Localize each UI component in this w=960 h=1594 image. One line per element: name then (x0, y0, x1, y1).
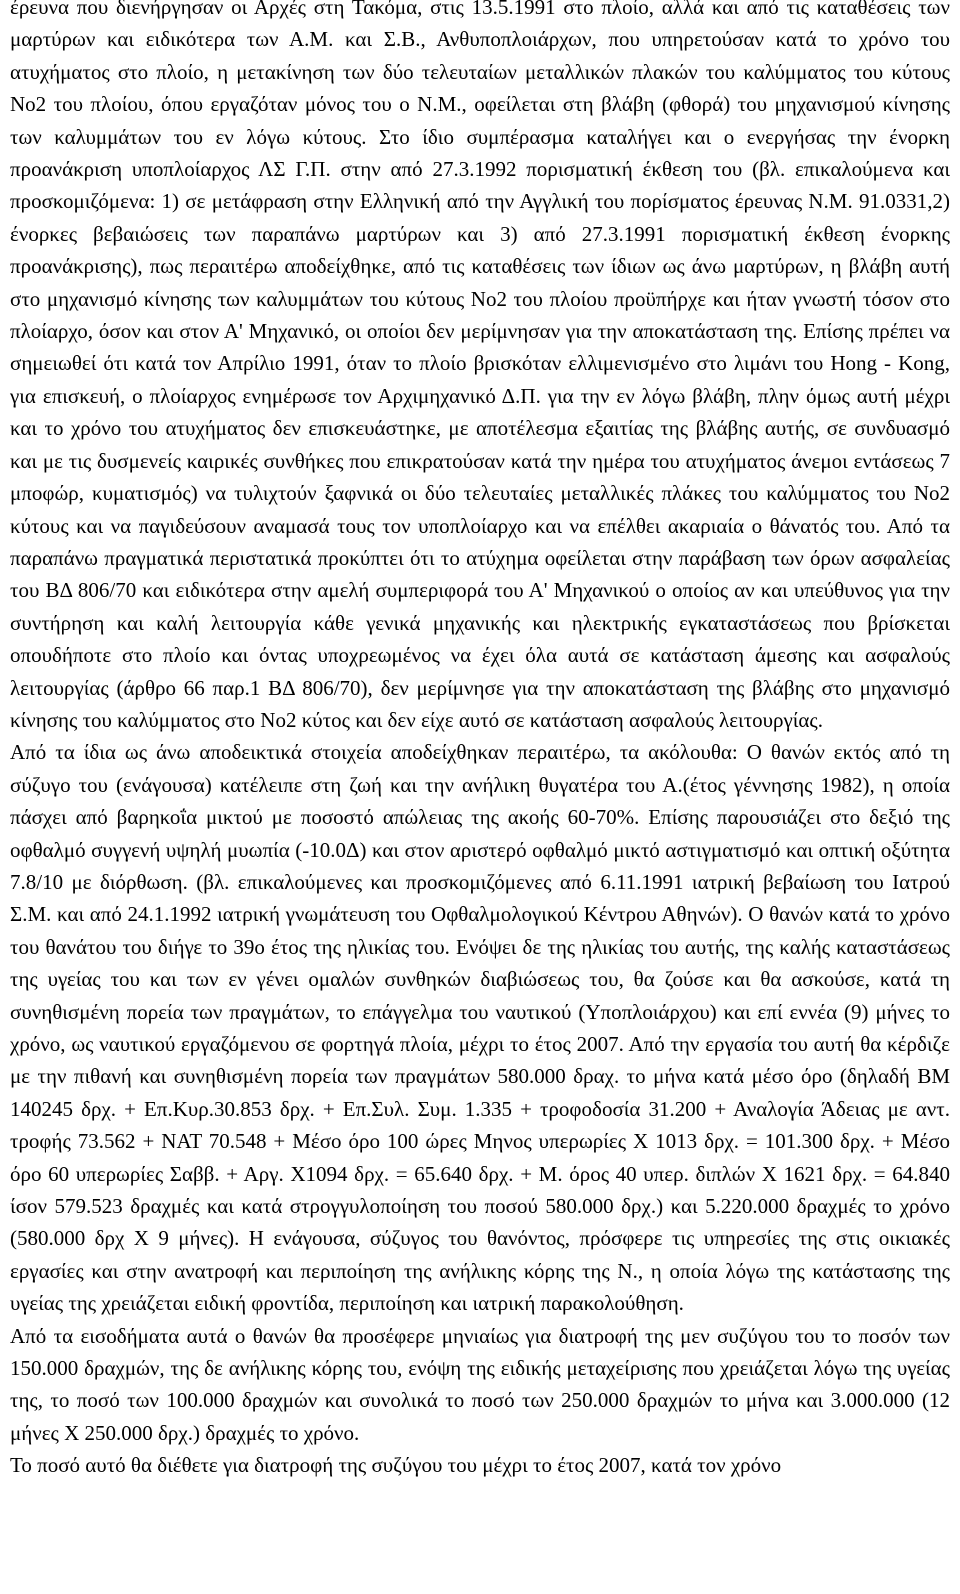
paragraph: Το ποσό αυτό θα διέθετε για διατροφή της συζύγου του μέχρι το έτος 2007, κατά τον χρόνο (10, 1453, 782, 1478)
paragraph: Από τα εισοδήματα αυτά ο θανών θα προσέφερε μηνιαίως για διατροφή της μεν συζύγου του το ποσόν των 150.000 δραχμών, της δε ανήλικης κόρης του, ενόψη της ειδικής μεταχείρισης που χρειάζεται λόγω της υγείας της, το ποσό των 100.000 δραχμών και συνολικά το ποσό των 250.000 δραχμών το μήνα και 3.000.000 (12 μήνες Χ 250.000 δρχ.) δραχμές το χρόνο. (10, 1323, 950, 1445)
paragraph: έρευνα που διενήργησαν οι Αρχές στη Τακόμα, στις 13.5.1991 στο πλοίο, αλλά και από τις καταθέσεις των μαρτύρων και ειδικότερα των Α.Μ. και Σ.Β., Ανθυποπλοιάρχων, που υπηρετούσαν κατά το χρόνο του ατυχήματος στο πλοίο, η μετακίνηση των δύο τελευταίων μεταλλικών πλακών του καλύμματος του κύτους Νο2 του πλοίου, όπου εργαζόταν μόνος του ο Ν.Μ., οφείλεται στη βλάβη (φθορά) του μηχανισμού κίνησης των καλυμμάτων του εν λόγω κύτους. Στο ίδιο συμπέρασμα καταλήγει και ο ενεργήσας την ένορκη προανάκριση υποπλοίαρχος ΛΣ Γ.Π. στην από 27.3.1992 πορισματική έκθεση του (βλ. επικαλούμενα και προσκομιζόμενα: 1) σε μετάφραση στην Ελληνική από την Αγγλική του πορίσματος έρευνας Ν.Μ. 91.0331,2) ένορκες βεβαιώσεις των παραπάνω μαρτύρων και 3) από 27.3.1991 πορισματική έκθεση ένορκης προανάκρισης), πως περαιτέρω αποδείχθηκε, από τις καταθέσεις των ίδιων ως άνω μαρτύρων, η βλάβη αυτή στο μηχανισμό κίνησης των καλυμμάτων του κύτους Νο2 του πλοίου προϋπήρχε και ήταν γνωστή τόσον στο πλοίαρχο, όσον και στον Α' Μηχανικό, οι οποίοι δεν μερίμνησαν για την αποκατάσταση της. Επίσης πρέπει να σημειωθεί ότι κατά τον Απρίλιο 1991, όταν το πλοίο βρισκόταν ελλιμενισμένο στο λιμάνι του Hong - Kong, για επισκευή, ο πλοίαρχος ενημέρωσε τον Αρχιμηχανικό Δ.Π. για την εν λόγω βλάβη, πλην όμως αυτή μέχρι και το χρόνο του ατυχήματος δεν επισκευάστηκε, με αποτέλεσμα εξαιτίας της βλάβης αυτής, σε συνδυασμό και με τις δυσμενείς καιρικές συνθήκες που επικρατούσαν κατά την ημέρα του ατυχήματος άνεμοι εντάσεως 7 μποφώρ, κυματισμός) να τυλιχτούν ξαφνικά οι δύο τελευταίες μεταλλικές πλάκες του καλύμματος του Νο2 κύτους και να παγιδεύσουν αναμασά τους τον υποπλοίαρχο και να επέλθει ακαριαία ο θάνατός του. Από τα παραπάνω πραγματικά περιστατικά προκύπτει ότι το ατύχημα οφείλεται στην παράβαση των όρων ασφαλείας του ΒΔ 806/70 και ειδικότερα στην αμελή συμπεριφορά του Α' Μηχανικού ο οποίος αν και υπεύθυνος για την συντήρηση και καλή λειτουργία κάθε γενικά μηχανικής και ηλεκτρικής εγκαταστάσεως που βρίσκεται οπουδήποτε στο πλοίο και όντας υποχρεωμένος να έχει όλα αυτά σε κατάσταση άμεσης και ασφαλούς λειτουργίας (άρθρο 66 παρ.1 ΒΔ 806/70), δεν μερίμνησε για την αποκατάσταση της βλάβης στο μηχανισμό κίνησης του καλύμματος στο Νο2 κύτος και δεν είχε αυτό σε κατάσταση ασφαλούς λειτουργίας. (10, 0, 950, 732)
paragraph: Από τα ίδια ως άνω αποδεικτικά στοιχεία αποδείχθηκαν περαιτέρω, τα ακόλουθα: Ο θανών εκτός από τη σύζυγο του (ενάγουσα) κατέλειπε στη ζωή και την ανήλικη θυγατέρα του Α.(έτος γέννησης 1982), η οποία πάσχει από βαρηκοΐα μικτού με ποσοστό απώλειας της ακοής 60-70%. Επίσης παρουσιάζει στο δεξιό της οφθαλμό συγγενή υψηλή μυωπία (-10.0Δ) και στον αριστερό οφθαλμό μικτό αστιγματισμό και οπτική οξύτητα 7.8/10 με διόρθωση. (βλ. επικαλούμενες και προσκομιζόμενες από 6.11.1991 ιατρική βεβαίωση του Ιατρού Σ.Μ. και από 24.1.1992 ιατρική γνωμάτευση του Οφθαλμολογικού Κέντρου Αθηνών). Ο θανών κατά το χρόνο του θανάτου του διήγε το 39ο έτος της ηλικίας του. Ενόψει δε της ηλικίας του αυτής, της καλής καταστάσεως της υγείας του και των εν γένει ομαλών συνθηκών διαβιώσεως του, θα ζούσε και θα ασκούσε, κατά τη συνηθισμένη πορεία των πραγμάτων, το επάγγελμα του ναυτικού (Υποπλοιάρχου) και επί εννέα (9) μήνες το χρόνο, ως ναυτικού εργαζόμενου σε φορτηγά πλοία, μέχρι το έτος 2007. Από την εργασία του αυτή θα κέρδιζε με την πιθανή και συνηθισμένη πορεία των πραγμάτων 580.000 δραχ. το μήνα κατά μέσο όρο (δηλαδή ΒΜ 140245 δρχ. + Επ.Κυρ.30.853 δρχ. + Επ.Συλ. Συμ. 1.335 + τροφοδοσία 31.200 + Αναλογία Άδειας με αντ. τροφής 73.562 + ΝΑΤ 70.548 + Μέσο όρο 100 ώρες Μηνος υπερωρίες Χ 1013 δρχ. = 101.300 δρχ. + Μέσο όρο 60 υπερωρίες Σαββ. + Αργ. Χ1094 δρχ. = 65.640 δρχ. + Μ. όρος 40 υπερ. διπλών Χ 1621 δρχ. = 64.840 ίσον 579.523 δραχμές και κατά στρογγυλοποίηση του ποσού 580.000 δρχ.) και 5.220.000 δραχμές το χρόνο (580.000 δρχ Χ 9 μήνες). Η ενάγουσα, σύζυγος του θανόντος, πρόσφερε τις υπηρεσίες της στις οικιακές εργασίες και στην ανατροφή και περιποίηση της ανήλικης κόρης της Ν., η οποία λόγω της κατάστασης της υγείας της χρειάζεται ειδική φροντίδα, περιποίηση και ιατρική παρακολούθηση. (10, 740, 950, 1316)
